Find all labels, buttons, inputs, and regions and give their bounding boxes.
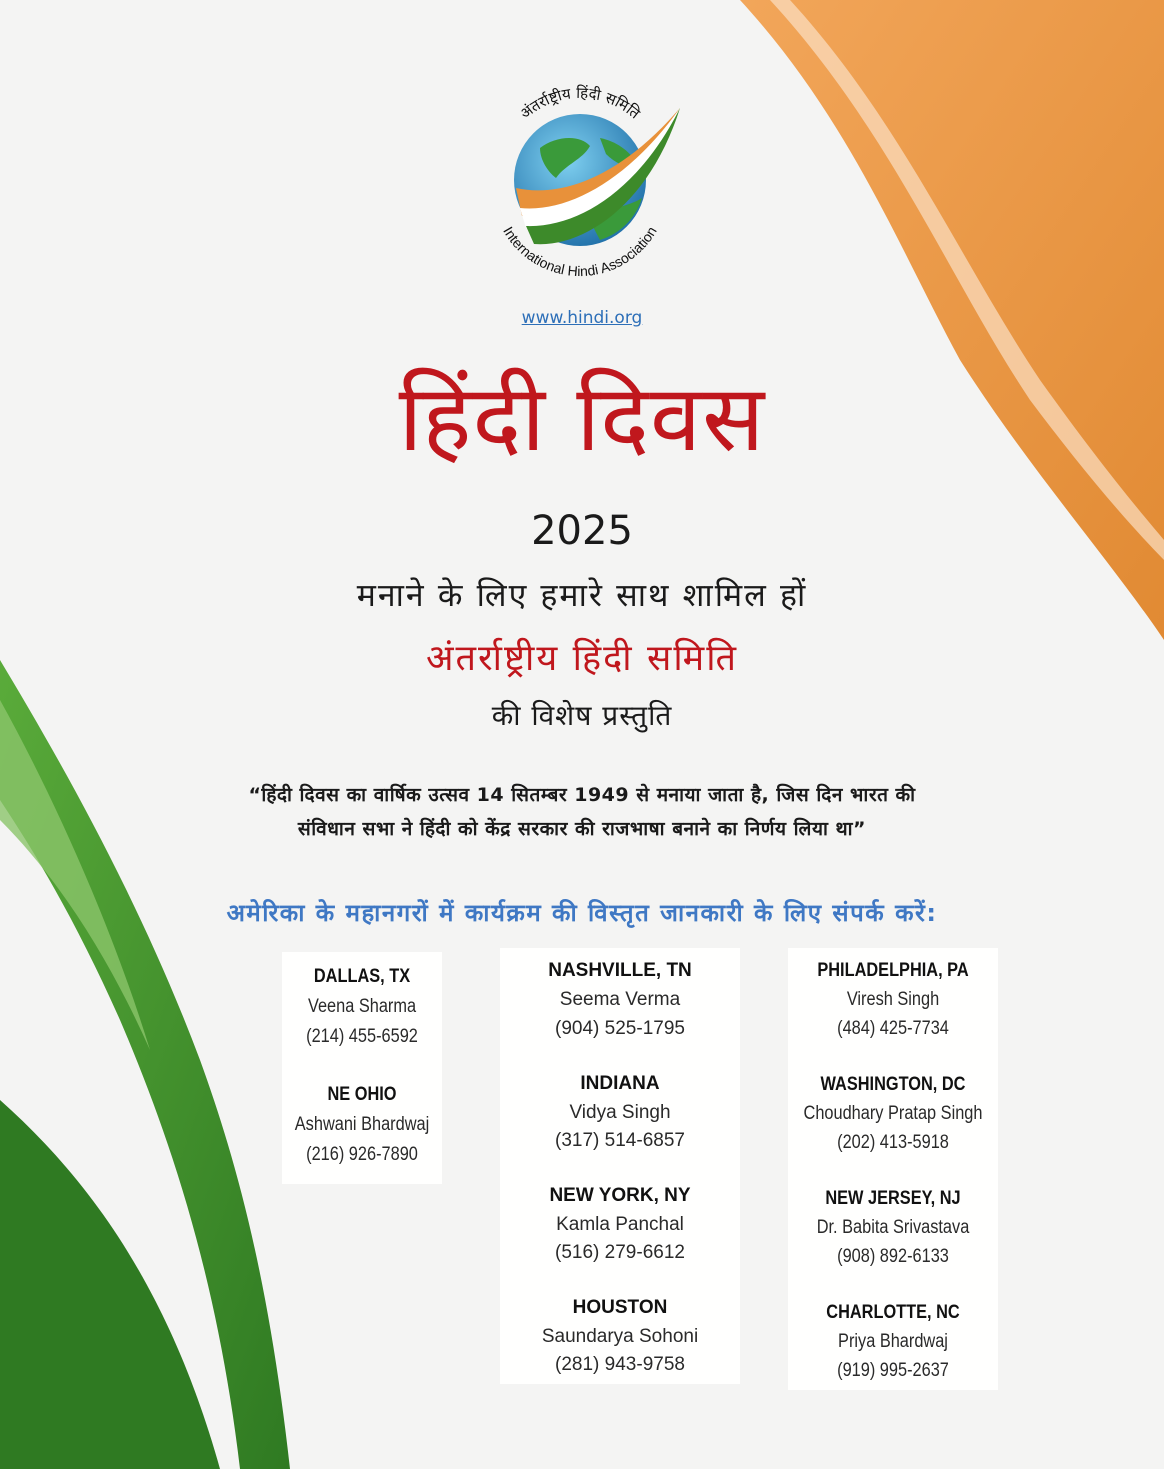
logo-hindi-text: अंतर्राष्ट्रीय हिंदी समिति — [516, 83, 644, 123]
contact-phone: (202) 413-5918 — [837, 1132, 949, 1153]
quote-line: संविधान सभा ने हिंदी को केंद्र सरकार की राजभाषा बनाने का निर्णय लिया था” — [297, 818, 867, 840]
organization-logo — [470, 68, 690, 288]
contact-city: INDIANA — [580, 1073, 660, 1094]
contact-city: DALLAS, TX — [313, 966, 411, 987]
quote-block — [110, 778, 1054, 846]
page-title: हिंदी दिवस — [398, 365, 766, 472]
contact-name: Seema Verma — [559, 989, 681, 1010]
contact-city: NASHVILLE, TN — [548, 960, 692, 981]
contact-city: NE OHIO — [327, 1084, 397, 1105]
contact-phone: (908) 892-6133 — [837, 1246, 949, 1267]
logo-english-text: International Hindi Association — [500, 223, 660, 280]
contact-phone: (516) 279-6612 — [555, 1242, 685, 1263]
contact-phone: (214) 455-6592 — [306, 1026, 418, 1047]
website-link[interactable]: www.hindi.org — [521, 308, 643, 328]
contact-name: Viresh Singh — [846, 989, 940, 1010]
contact-city: NEW JERSEY, NJ — [825, 1188, 961, 1209]
contact-column — [788, 948, 998, 1390]
contact-name: Choudhary Pratap Singh — [803, 1103, 983, 1124]
contact-phone: (216) 926-7890 — [306, 1144, 418, 1165]
presentation-line: की विशेष प्रस्तुति — [491, 699, 673, 732]
contact-phone: (484) 425-7734 — [837, 1018, 949, 1039]
contact-city: HOUSTON — [572, 1297, 668, 1318]
contact-phone: (317) 514-6857 — [555, 1130, 685, 1151]
contact-phone: (281) 943-9758 — [555, 1354, 685, 1375]
organization-name: अंतर्राष्ट्रीय हिंदी समिति — [425, 638, 739, 679]
contact-city: NEW YORK, NY — [549, 1185, 691, 1206]
contact-city: PHILADELPHIA, PA — [817, 960, 969, 981]
contact-heading: अमेरिका के महानगरों में कार्यक्रम की विस्तृत जानकारी के लिए संपर्क करें: — [226, 899, 938, 927]
contact-name: Dr. Babita Srivastava — [816, 1217, 970, 1238]
invite-line: मनाने के लिए हमारे साथ शामिल हों — [356, 576, 808, 614]
contact-name: Veena Sharma — [307, 996, 417, 1017]
contact-column — [500, 948, 740, 1384]
contact-name: Kamla Panchal — [556, 1214, 684, 1235]
quote-line: “हिंदी दिवस का वार्षिक उत्सव 14 सितम्बर 1949 से मनाया जाता है, जिस दिन भारत की — [248, 784, 916, 806]
green-swoosh-light — [0, 700, 150, 1050]
contact-name: Priya Bhardwaj — [838, 1331, 948, 1352]
contact-city: CHARLOTTE, NC — [826, 1302, 960, 1323]
contact-phone: (904) 525-1795 — [555, 1018, 685, 1039]
year: 2025 — [531, 508, 633, 554]
contact-phone: (919) 995-2637 — [837, 1360, 949, 1381]
contact-name: Vidya Singh — [569, 1102, 671, 1123]
contact-name: Saundarya Sohoni — [541, 1326, 699, 1347]
contact-name: Ashwani Bhardwaj — [294, 1114, 430, 1135]
contact-column — [282, 952, 442, 1184]
contact-city: WASHINGTON, DC — [820, 1074, 966, 1095]
